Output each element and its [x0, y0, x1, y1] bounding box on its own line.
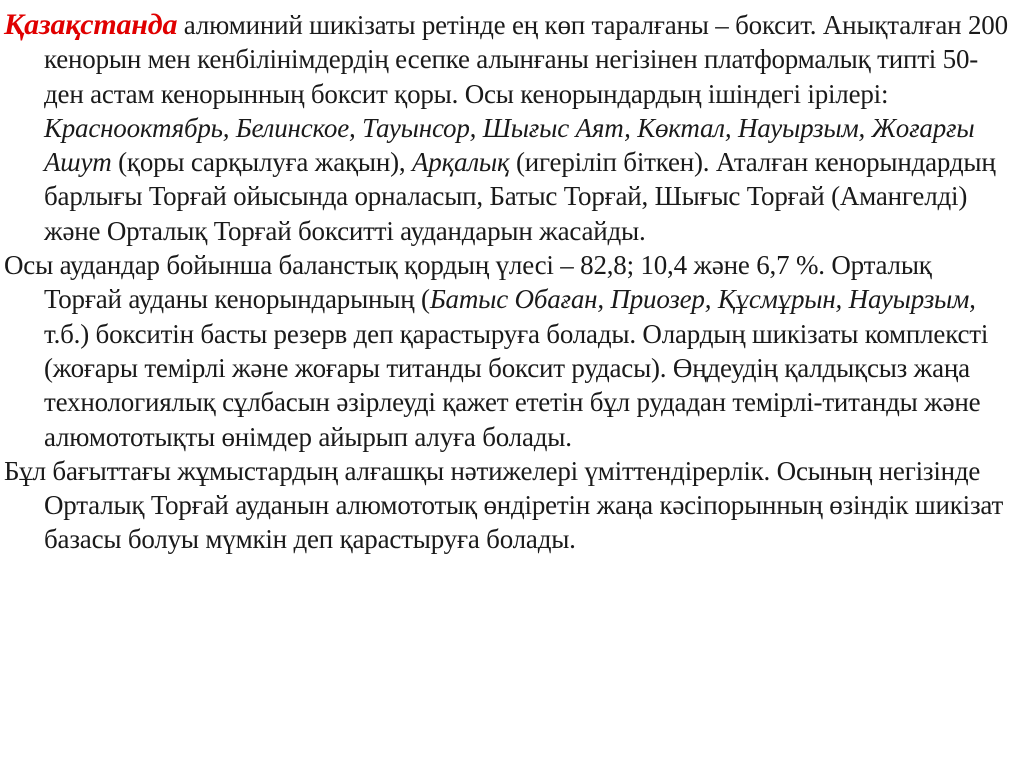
deposit-names: Краснооктябрь, Белинское, Тауынсор, Шығыс Аят, Көктал, Науырзым, Жоғарғы Ашут — [44, 112, 975, 178]
paragraph-balance-reserves — [0, 248, 1010, 454]
deposit-name-arkalyk: Арқалық — [412, 147, 510, 178]
slide-body — [0, 8, 1010, 557]
lead-word: Қазақстанда — [4, 8, 178, 41]
text-segment: Осы аудандар бойынша баланстық қордың үлесі – 82,8; 10,4 және 6,7 %. Орталық Торғай ауданы кенорындарының ( — [4, 250, 932, 315]
text-segment: алюминий шикізаты ретінде ең көп таралғаны – боксит. Анықталған 200 кенорын мен кенбілінімдердің есепке алынғаны негізінен платформалық типті 50-ден астам кенорынның боксит қоры. Осы кенорындардың ішіндегі ірілері: — [44, 10, 1008, 109]
text-segment: Бұл бағыттағы жұмыстардың алғашқы нәтижелері үміттендірерлік. Осының негізінде Орталық Торғай ауданын алюмототық өндіретін жаңа кәсіпорынның өзіндік шикізат базасы болуы мүмкін деп қарастыруға болады. — [4, 455, 1004, 555]
paragraph-results — [0, 454, 1010, 557]
text-segment: (қоры сарқылуға жақын), — [111, 147, 412, 178]
paragraph-bauxite-deposits — [0, 8, 1010, 248]
deposit-names: Батыс Обаған, Приозер, Құсмұрын, Науырзым, — [429, 284, 976, 315]
text-segment: т.б.) бокситін басты резерв деп қарастыруға болады. Олардың шикізаты комплексті (жоғары темірлі және жоғары титанды боксит рудасы). Өңдеудің қалдықсыз жаңа технологиялық сұлбасын әзірлеуді қажет ететін бұл рудадан темірлі-титанды және алюмототықты өнімдер айырып алуға болады. — [44, 318, 989, 452]
text-segment: (игеріліп біткен). Аталған кенорындардың барлығы Торғай ойысында орналасып, Батыс Торғай, Шығыс Торғай (Амангелді) және Орталық Торғай бокситті аудандарын жасайды. — [44, 147, 996, 246]
